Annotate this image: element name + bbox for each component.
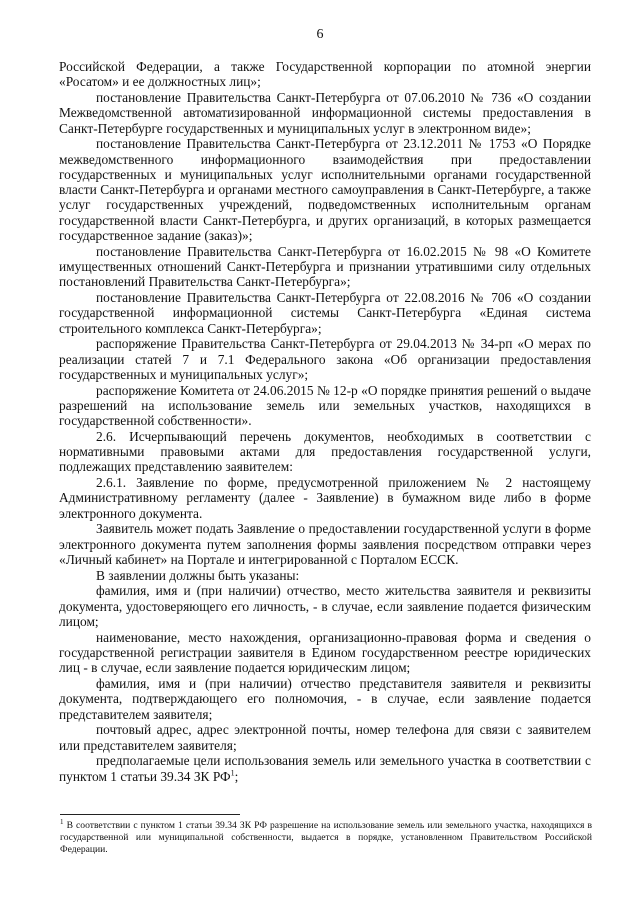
- subsection-paragraph: 2.6.1. Заявление по форме, предусмотренной приложением № 2 настоящему Административному регламенту (далее - Заявление) в бумажном виде либо в форме электронного документа.: [59, 475, 591, 521]
- list-item: наименование, место нахождения, организационно-правовая форма и сведения о государственной регистрации заявителя в Едином государственном реестре юридических лиц - в случае, если заявление подается юридическим лицом;: [59, 629, 591, 676]
- footnote: [60, 817, 593, 856]
- paragraph: постановление Правительства Санкт-Петербурга от 22.08.2016 № 706 «О создании государственной информационной системы Санкт-Петербурга «Единая система строительного комплекса Санкт-Петербурга»;: [59, 290, 591, 336]
- footnote-mark: 1: [60, 817, 64, 826]
- list-item-tail: ;: [234, 768, 239, 784]
- footnote-divider: [60, 814, 240, 815]
- list-item: [59, 753, 591, 784]
- footnote-reference: 1: [230, 768, 235, 778]
- paragraph: Заявитель может подать Заявление о предоставлении государственной услуги в форме электронного документа путем заполнения формы заявления посредством отправки через «Личный кабинет» на Портале и интегрированной с Порталом ЕССК.: [59, 521, 591, 568]
- section-heading-paragraph: 2.6. Исчерпывающий перечень документов, необходимых в соответствии с нормативными правовыми актами для предоставления государственной услуги, подлежащих представлению заявителем:: [59, 428, 591, 475]
- paragraph: распоряжение Комитета от 24.06.2015 № 12-р «О порядке принятия решений о выдаче разрешений на использование земель или земельных участков, находящихся в государственной собственности».: [59, 382, 591, 429]
- list-item: фамилия, имя и (при наличии) отчество представителя заявителя и реквизиты документа, подтверждающего его полномочия, - в случае, если заявление подается представителем заявителя;: [59, 675, 591, 722]
- paragraph: постановление Правительства Санкт-Петербурга от 23.12.2011 № 1753 «О Порядке межведомственного информационного взаимодействия при предоставлении государственных и муниципальных услуг исполнительными органами государственной власти Санкт-Петербурга и органами местного самоуправления в Санкт-Петербурге, а также услуг государственных учреждений, подведомственных исполнительным органам государственной власти Санкт-Петербурга, и других организаций, в которых размещается государственное задание (заказ)»;: [59, 136, 591, 244]
- list-item-text: предполагаемые цели использования земель или земельного участка в соответствии с пунктом 1 статьи 39.34 ЗК РФ: [59, 753, 591, 784]
- list-item: почтовый адрес, адрес электронной почты, номер телефона для связи с заявителем или представителем заявителя;: [59, 722, 591, 753]
- body-text: [59, 59, 591, 784]
- paragraph: постановление Правительства Санкт-Петербурга от 16.02.2015 № 98 «О Комитете имущественных отношений Санкт-Петербурга и признании утратившими силу отдельных постановлений Правительства Санкт-Петербурга»;: [59, 243, 591, 290]
- paragraph: Российской Федерации, а также Государственной корпорации по атомной энергии «Росатом» и ее должностных лиц»;: [59, 59, 591, 90]
- footnote-text: В соответствии с пунктом 1 статьи 39.34 ЗК РФ разрешение на использование земель или земельного участка, находящихся в государственной или муниципальной собственности, выдается в порядке, установленном Правительством Российской Федерации.: [60, 820, 593, 855]
- page-number: 6: [316, 27, 324, 42]
- paragraph: В заявлении должны быть указаны:: [96, 567, 300, 583]
- paragraph: постановление Правительства Санкт-Петербурга от 07.06.2010 № 736 «О создании Межведомственной автоматизированной информационной системы предоставления в Санкт-Петербурге государственных и муниципальных услуг в электронном виде»;: [59, 89, 591, 136]
- list-item: фамилия, имя и (при наличии) отчество, место жительства заявителя и реквизиты документа, удостоверяющего его личность, - в случае, если заявление подается физическим лицом;: [59, 583, 591, 629]
- paragraph: распоряжение Правительства Санкт-Петербурга от 29.04.2013 № 34-рп «О мерах по реализации статей 7 и 7.1 Федерального закона «Об организации предоставления государственных и муниципальных услуг»;: [59, 336, 591, 382]
